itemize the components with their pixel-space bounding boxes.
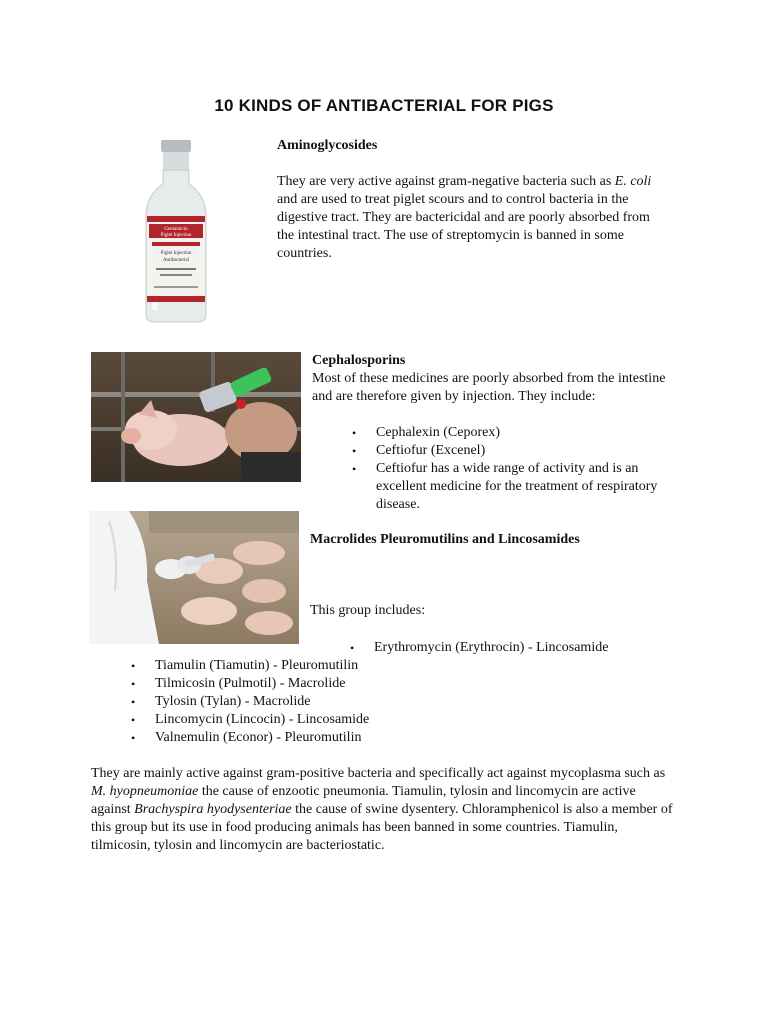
macrolides-heading: Macrolides Pleuromutilins and Lincosamides — [310, 532, 580, 547]
summary-text-2: the cause of enzootic pneumonia. Tiamulin, tylosin and lincomycin are active against — [91, 784, 636, 817]
macrolides-list — [155, 657, 495, 747]
summary-italic-1: M. hyopneumoniae — [91, 784, 199, 799]
aminoglycosides-heading: Aminoglycosides — [277, 138, 378, 153]
aminoglycosides-text-1: They are very active against gram-negative bacteria such as — [277, 174, 615, 189]
gentamicin-bottle-image — [92, 136, 262, 328]
list-item: • Tylosin (Tylan) - Macrolide — [155, 693, 495, 711]
aminoglycosides-paragraph — [277, 173, 669, 263]
bottle-label-line-2: Piglet Injection — [160, 233, 192, 238]
list-item: • Valnemulin (Econor) - Pleuromutilin — [155, 729, 495, 747]
summary-text-3: the cause of swine dysentery. Chloramphenicol is also a member of this group but its use in food producing animals has been banned in some countries. Tiamulin, tilmicosin, tylosin and lincomycin are bacteriostatic. — [91, 802, 673, 853]
page-title: 10 KINDS OF ANTIBACTERIAL FOR PIGS — [214, 96, 554, 115]
macrolides-first-list — [374, 639, 694, 657]
summary-paragraph — [91, 765, 675, 855]
aminoglycosides-text-italic: E. coli — [614, 174, 652, 189]
list-item: • Lincomycin (Lincocin) - Lincosamide — [155, 711, 495, 729]
cephalosporins-intro: Most of these medicines are poorly absorbed from the intestine and are therefore given by injection. They include: — [312, 371, 666, 404]
summary-italic-2: Brachyspira hyodysenteriae — [134, 802, 292, 817]
aminoglycosides-text-2: and are used to treat piglet scours and to control bacteria in the digestive tract. They are bactericidal and are poorly absorbed from the intestinal tract. The use of streptomycin is banned in some countries. — [277, 192, 650, 261]
list-item: • Tilmicosin (Pulmotil) - Macrolide — [155, 675, 495, 693]
vet-with-pigs-photo — [89, 511, 299, 644]
bottle-label-line-4: Antibacterial — [162, 258, 190, 263]
list-item: • Ceftiofur has a wide range of activity and is an excellent medicine for the treatment of respiratory disease. — [376, 460, 672, 514]
macrolides-intro: This group includes: — [310, 603, 426, 618]
cephalosporins-heading: Cephalosporins — [312, 353, 406, 368]
list-item: • Cephalexin (Ceporex) — [376, 424, 672, 442]
list-item: • Ceftiofur (Excenel) — [376, 442, 672, 460]
cephalosporins-list — [376, 424, 672, 514]
list-item: • Erythromycin (Erythrocin) - Lincosamide — [374, 639, 694, 657]
summary-text-1: They are mainly active against gram-positive bacteria and specifically act against mycoplasma such as — [91, 766, 666, 781]
list-item: • Tiamulin (Tiamutin) - Pleuromutilin — [155, 657, 495, 675]
bottle-label-line-3: Piglet Injection — [160, 251, 192, 256]
bottle-label-line-1: Gentamicin — [164, 227, 188, 232]
piglet-injection-photo — [91, 352, 301, 482]
